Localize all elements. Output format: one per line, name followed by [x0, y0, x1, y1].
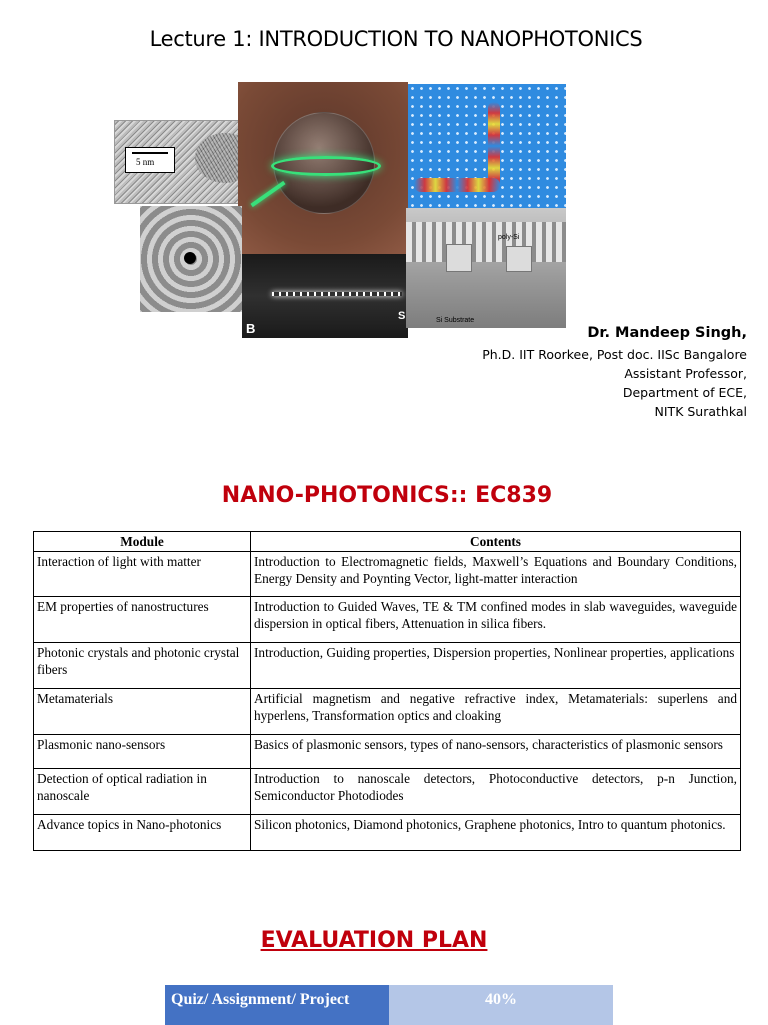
module-cell: Advance topics in Nano-photonics — [34, 815, 251, 851]
bullseye-center — [184, 252, 196, 264]
scale-bar — [132, 152, 168, 154]
table-row — [34, 552, 741, 597]
module-cell: Metamaterials — [34, 689, 251, 735]
table-row — [34, 815, 741, 851]
module-cell: Detection of optical radiation in nanoscale — [34, 769, 251, 815]
modules-table — [33, 531, 741, 851]
waveguide-label-b: B — [246, 321, 256, 336]
author-line: Assistant Professor, — [624, 366, 747, 381]
module-cell: Plasmonic nano-sensors — [34, 735, 251, 769]
bullseye-image — [140, 206, 242, 312]
pillar-left — [446, 244, 472, 272]
microsphere-image — [238, 82, 408, 254]
scale-bar-box — [125, 147, 175, 173]
contents-cell: Introduction to Guided Waves, TE & TM confined modes in slab waveguides, waveguide dispersion in optical fibers, Attenuation in silica fibers. — [251, 597, 741, 643]
evaluation-table — [165, 985, 613, 1025]
pillar-right — [506, 246, 532, 272]
course-title: NANO-PHOTONICS:: EC839 — [221, 483, 553, 508]
photonic-crystal-image — [408, 84, 566, 208]
sem-label-bottom: Si Substrate — [436, 317, 475, 324]
lecture-title: Lecture 1: INTRODUCTION TO NANOPHOTONICS — [149, 27, 643, 51]
evaluation-title: EVALUATION PLAN — [260, 928, 488, 953]
waveguide-image — [242, 254, 408, 338]
module-cell: Interaction of light with matter — [34, 552, 251, 597]
table-row — [34, 769, 741, 815]
sem-image — [406, 208, 566, 328]
author-line: NITK Surathkal — [654, 404, 747, 419]
scale-bar-label: 5 nm — [136, 157, 155, 167]
evaluation-item: Quiz/ Assignment/ Project — [165, 985, 389, 1015]
fiber-taper — [250, 181, 285, 207]
author-block — [482, 325, 747, 421]
whispering-gallery-mode — [271, 156, 381, 176]
table-row — [34, 735, 741, 769]
table-header-row — [34, 532, 741, 552]
light-streak — [272, 292, 402, 296]
author-line: Ph.D. IIT Roorkee, Post doc. IISc Bangalore — [482, 347, 747, 362]
table-row — [34, 597, 741, 643]
header-contents: Contents — [251, 532, 741, 552]
sem-label-top: poly-Si — [498, 234, 520, 241]
waveguide-label-s: S — [398, 310, 406, 322]
evaluation-row — [165, 985, 613, 1015]
evaluation-weight: 40% — [389, 985, 613, 1015]
contents-cell: Introduction to Electromagnetic fields, Maxwell’s Equations and Boundary Conditions, Energy Density and Poynting Vector, light-matter interaction — [251, 552, 741, 597]
table-row — [34, 643, 741, 689]
grating — [406, 222, 566, 262]
module-cell: Photonic crystals and photonic crystal fibers — [34, 643, 251, 689]
contents-cell: Introduction, Guiding properties, Dispersion properties, Nonlinear properties, applications — [251, 643, 741, 689]
table-row — [34, 689, 741, 735]
field-mode-horizontal — [414, 178, 500, 192]
header-module: Module — [34, 532, 251, 552]
contents-cell: Introduction to nanoscale detectors, Photoconductive detectors, p-n Junction, Semiconductor Photodiodes — [251, 769, 741, 815]
contents-cell: Silicon photonics, Diamond photonics, Graphene photonics, Intro to quantum photonics. — [251, 815, 741, 851]
author-name: Dr. Mandeep Singh, — [587, 325, 747, 341]
author-line: Department of ECE, — [622, 385, 747, 400]
contents-cell: Artificial magnetism and negative refractive index, Metamaterials: superlens and hyperlens, Transformation optics and cloaking — [251, 689, 741, 735]
image-collage — [112, 82, 572, 338]
contents-cell: Basics of plasmonic sensors, types of nano-sensors, characteristics of plasmonic sensors — [251, 735, 741, 769]
module-cell: EM properties of nanostructures — [34, 597, 251, 643]
field-mode-vertical — [488, 102, 500, 190]
